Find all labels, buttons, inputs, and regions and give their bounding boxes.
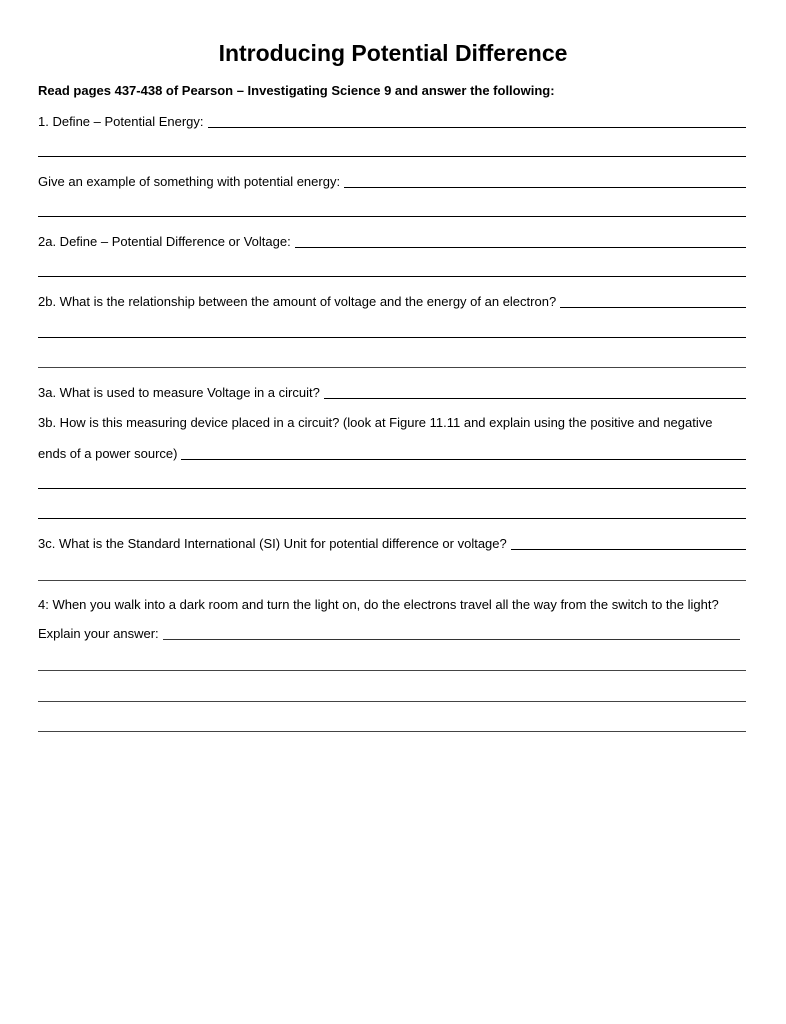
q1-row	[38, 110, 746, 130]
q1-example-answer-line-2[interactable]	[38, 216, 746, 217]
q3b-label-line-1: 3b. How is this measuring device placed in a circuit? (look at Figure 11.11 and explain using the positive and negative	[38, 415, 713, 430]
q3c-answer-line[interactable]	[511, 549, 746, 550]
q2b-answer-line-3[interactable]	[38, 367, 746, 368]
q1-example-label: Give an example of something with potential energy:	[38, 174, 341, 189]
q3b-label-line-2: ends of a power source)	[38, 446, 178, 461]
q1-example-row	[38, 170, 746, 190]
q4-row	[38, 622, 740, 642]
q3b-answer-line-2[interactable]	[38, 488, 746, 489]
q4-label-line-2: Explain your answer:	[38, 626, 159, 641]
q4-label-line-1: 4: When you walk into a dark room and turn the light on, do the electrons travel all the way from the switch to the light?	[38, 597, 719, 612]
q3b-row	[38, 442, 746, 462]
q1-answer-line-2[interactable]	[38, 156, 746, 157]
q3b-answer-line-3[interactable]	[38, 518, 746, 519]
q1-label: 1. Define – Potential Energy:	[38, 114, 204, 129]
q2a-answer-line[interactable]	[295, 247, 746, 248]
q2b-answer-line-2[interactable]	[38, 337, 746, 338]
q4-answer-line-4[interactable]	[38, 731, 746, 732]
q3c-answer-line-2[interactable]	[38, 580, 746, 581]
page-title: Introducing Potential Difference	[218, 40, 568, 66]
q3a-label: 3a. What is used to measure Voltage in a circuit?	[38, 385, 320, 400]
q3c-label: 3c. What is the Standard International (SI) Unit for potential difference or voltage?	[38, 536, 507, 551]
q2a-answer-line-2[interactable]	[38, 276, 746, 277]
q2a-row	[38, 230, 746, 250]
q3a-row	[38, 381, 746, 401]
q3b-answer-line[interactable]	[181, 459, 746, 460]
q1-example-answer-line[interactable]	[344, 187, 746, 188]
q4-answer-line-2[interactable]	[38, 670, 746, 671]
q4-answer-line[interactable]	[163, 639, 740, 640]
q2b-answer-line[interactable]	[560, 307, 746, 308]
q2b-label: 2b. What is the relationship between the amount of voltage and the energy of an electron?	[38, 294, 557, 309]
q3c-row	[38, 532, 746, 552]
q4-answer-line-3[interactable]	[38, 701, 746, 702]
q3a-answer-line[interactable]	[324, 398, 746, 399]
q2b-row	[38, 290, 746, 310]
instructions: Read pages 437-438 of Pearson – Investigating Science 9 and answer the following:	[38, 83, 555, 98]
q2a-label: 2a. Define – Potential Difference or Voltage:	[38, 234, 291, 249]
q1-answer-line[interactable]	[208, 127, 747, 128]
